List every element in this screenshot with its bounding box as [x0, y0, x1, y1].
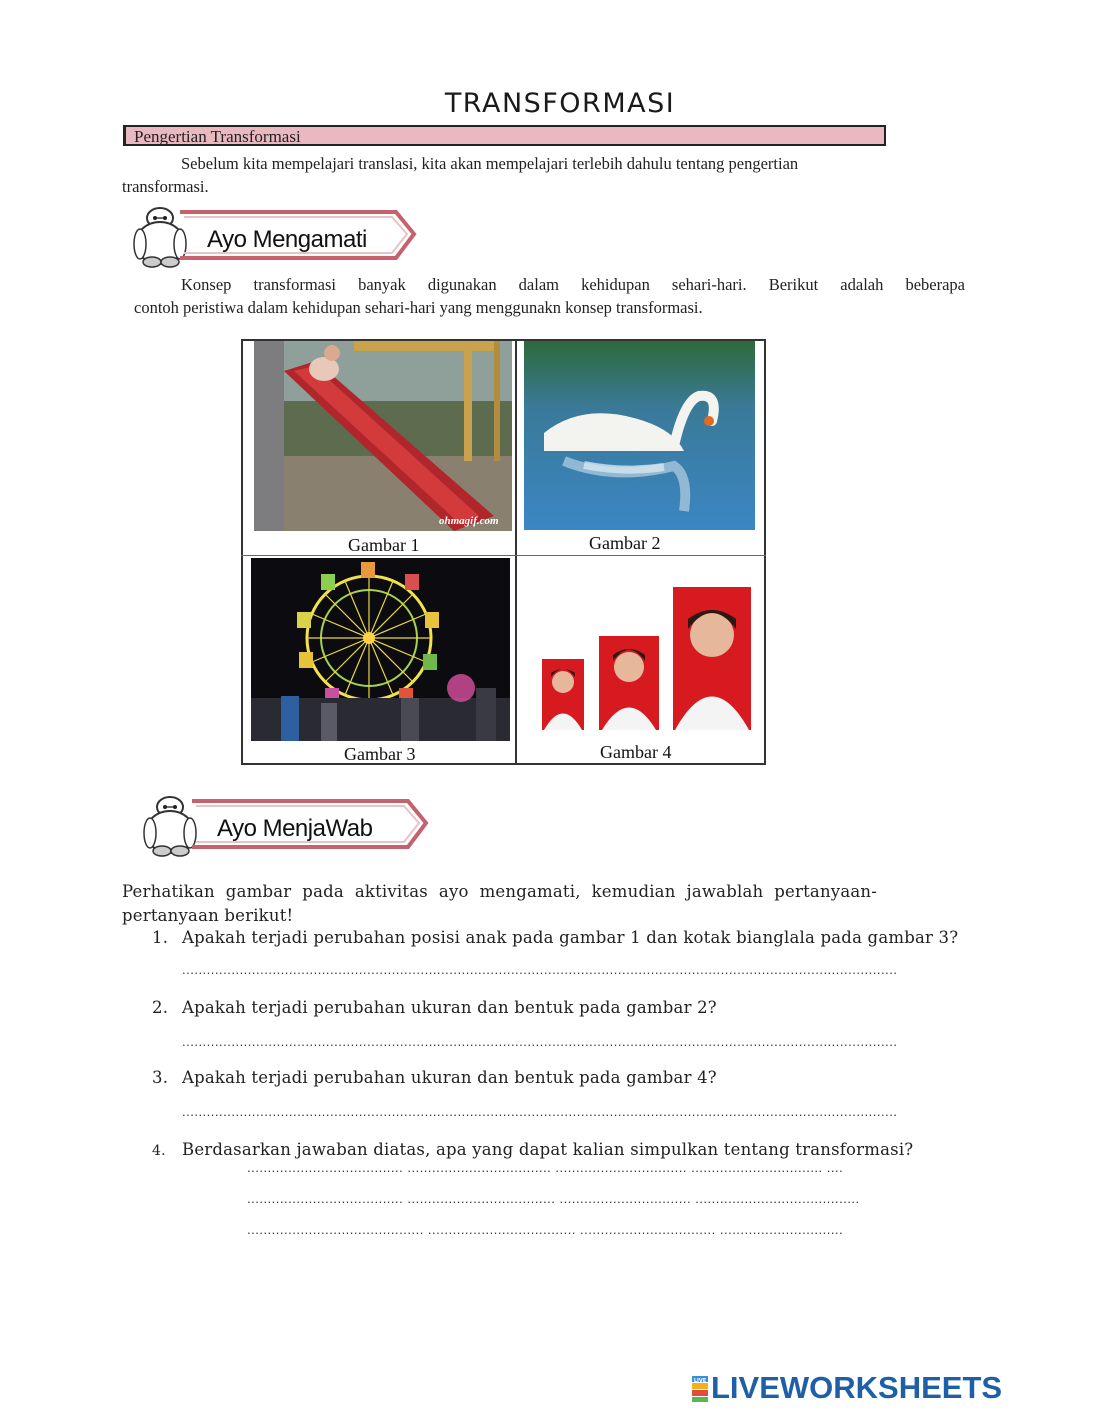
portrait-small [542, 659, 584, 730]
caption-gambar-4: Gambar 4 [600, 742, 672, 762]
liveworksheets-logo: LIVEWORKSHEETS [711, 1370, 1003, 1405]
concept-paragraph-line-1: Konsep transformasi banyak digunakan dalam kehidupan sehari-hari. Berikut adalah beberapa [181, 275, 965, 294]
conclusion-field-1[interactable]: ...................................... ................................... ................................ ................................ .... [247, 1160, 844, 1175]
page-title: TRANSFORMASI [444, 88, 676, 119]
caption-gambar-2: Gambar 2 [589, 533, 661, 553]
question-1-number: 1. [152, 928, 169, 947]
conclusion-field-2[interactable]: ...................................... .................................... ................................ ........................................ [247, 1191, 860, 1206]
logo-badge: LIVE [693, 1378, 707, 1384]
caption-gambar-3: Gambar 3 [344, 744, 416, 764]
answer-field-1[interactable]: .............................................................................................................................................................................. [182, 962, 898, 977]
question-3-text: Apakah terjadi perubahan ukuran dan bentuk pada gambar 4? [182, 1068, 717, 1087]
portraits-photo [542, 587, 752, 732]
photo-watermark: ohmagif.com [439, 515, 499, 527]
answer-field-2[interactable]: .............................................................................................................................................................................. [182, 1034, 898, 1049]
instruction-line-2: pertanyaan berikut! [122, 906, 294, 925]
liveworksheets-logo-icon [692, 1376, 708, 1402]
robot-icon [134, 208, 186, 267]
concept-paragraph-line-2: contoh peristiwa dalam kehidupan sehari-hari yang menggunakn konsep transformasi. [134, 298, 703, 317]
conclusion-field-3[interactable]: ........................................... .................................... ................................. .............................. [247, 1222, 844, 1237]
question-4-text: Berdasarkan jawaban diatas, apa yang dapat kalian simpulkan tentang transformasi? [182, 1140, 914, 1159]
ferris-wheel-photo [251, 558, 510, 741]
question-4-number: 4. [152, 1143, 166, 1159]
question-1-text: Apakah terjadi perubahan posisi anak pada gambar 1 dan kotak bianglala pada gambar 3? [182, 928, 959, 947]
intro-paragraph-line-2: transformasi. [122, 177, 209, 196]
caption-gambar-1: Gambar 1 [348, 535, 420, 555]
portrait-medium [599, 636, 659, 730]
portrait-large [673, 587, 751, 730]
grid-divider-vertical [515, 339, 517, 765]
instruction-line-1: Perhatikan gambar pada aktivitas ayo mengamati, kemudian jawablah pertanyaan- [122, 882, 877, 901]
section-header [123, 125, 886, 146]
question-2-text: Apakah terjadi perubahan ukuran dan bentuk pada gambar 2? [182, 998, 717, 1017]
question-3-number: 3. [152, 1068, 169, 1087]
answer-field-3[interactable]: .............................................................................................................................................................................. [182, 1104, 898, 1119]
section-header-label: Pengertian Transformasi [134, 127, 301, 146]
ayo-menjawab-label: Ayo MenjaWab [217, 815, 373, 842]
intro-paragraph-line-1: Sebelum kita mempelajari translasi, kita akan mempelajari terlebih dahulu tentang pengertian [181, 154, 799, 173]
ayo-mengamati-label: Ayo Mengamati [207, 226, 367, 253]
grid-divider-horizontal [241, 555, 766, 556]
question-2-number: 2. [152, 998, 169, 1017]
robot-icon [144, 797, 196, 856]
slide-photo [254, 341, 512, 531]
swan-photo [524, 341, 755, 530]
